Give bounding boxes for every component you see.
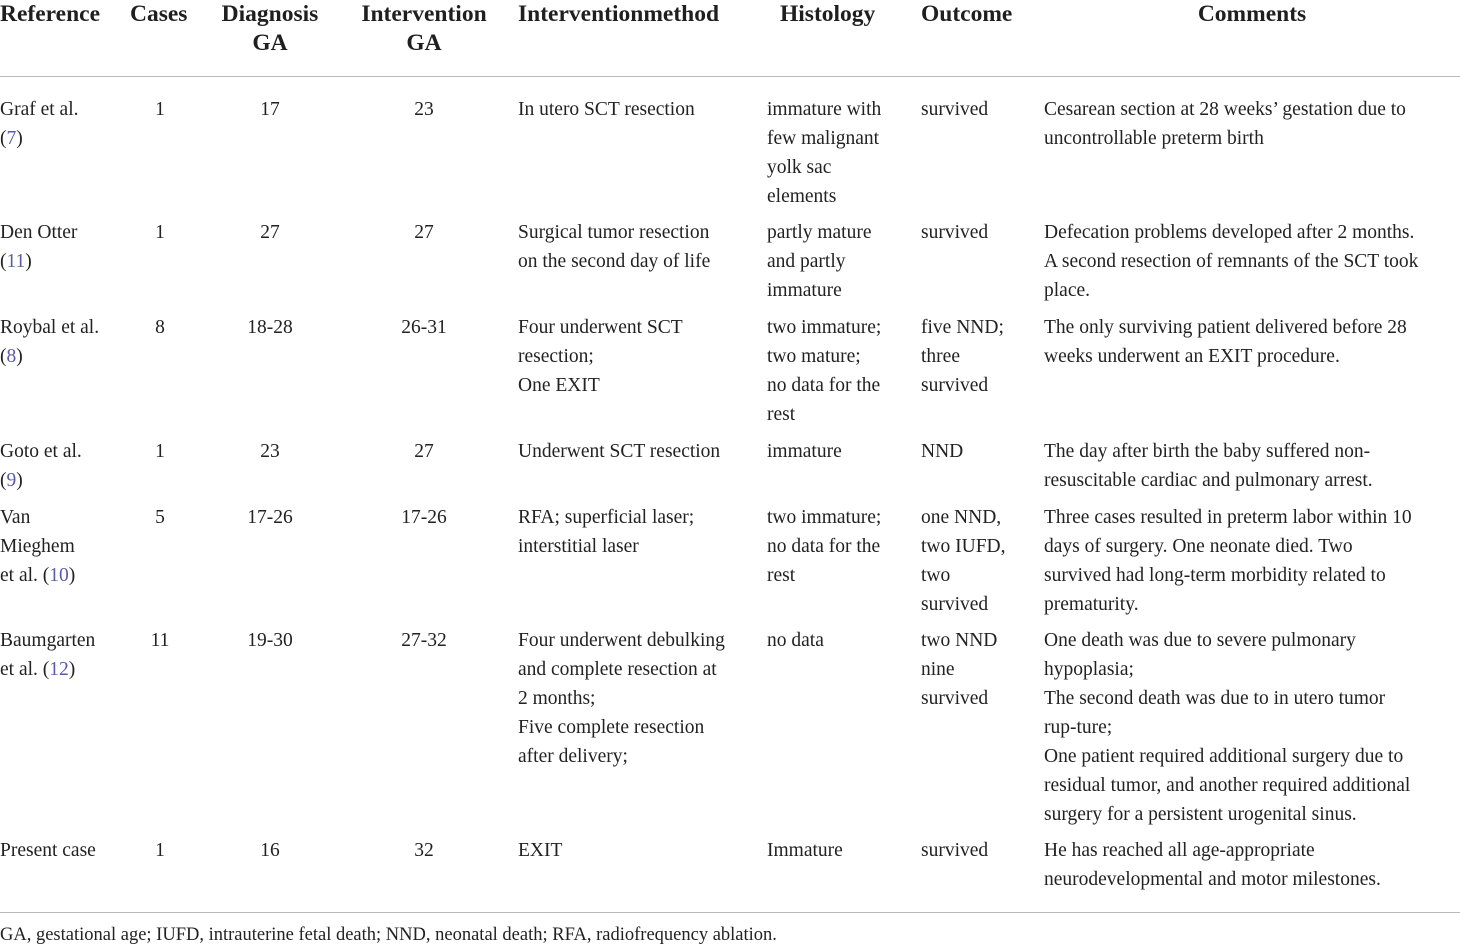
cell-method [518, 437, 763, 466]
cell-line: place. [1044, 280, 1091, 301]
cell-cases: 1 [155, 840, 165, 861]
cell-line: two immature; [767, 507, 882, 528]
cell-cases: 8 [155, 317, 165, 338]
citation-line: et al. (10) [0, 565, 76, 586]
cell-reference [0, 626, 125, 684]
cell-line: In utero SCT resection [518, 99, 695, 120]
citation-link[interactable]: 7 [6, 128, 17, 149]
cell-line: immature [767, 280, 842, 301]
cell-diagnosis-ga: 17-26 [247, 507, 293, 528]
col-header-method: Interventionmethod [518, 1, 720, 27]
cell-line: survived [921, 375, 989, 396]
citation-line: (7) [0, 128, 23, 149]
cell-line: two [921, 565, 951, 586]
citation-link[interactable]: 12 [49, 659, 69, 680]
cell-outcome [921, 836, 1036, 865]
cell-method [518, 503, 763, 561]
cell-line: A second resection of remnants of the SCT took [1044, 251, 1419, 272]
cell-diagnosis-ga: 23 [260, 441, 280, 462]
col-header-intervention-ga [350, 0, 498, 58]
cell-intervention-ga: 27 [414, 222, 434, 243]
cell-line: Roybal et al. [0, 317, 100, 338]
cell-line: survived [921, 222, 989, 243]
footer-rule [0, 912, 1460, 913]
cell-outcome [921, 313, 1036, 400]
cell-line: 2 months; [518, 688, 596, 709]
cell-line: partly mature [767, 222, 872, 243]
cell-line: survived had long-term morbidity related to [1044, 565, 1386, 586]
col-header-outcome: Outcome [921, 1, 1013, 27]
cell-line: One EXIT [518, 375, 600, 396]
cell-diagnosis-ga: 17 [260, 99, 280, 120]
cell-line: Four underwent debulking [518, 630, 725, 651]
cell-histology [767, 313, 912, 429]
cell-line: resuscitable cardiac and pulmonary arrest. [1044, 470, 1373, 491]
cell-histology [767, 503, 912, 590]
cell-cases: 1 [155, 441, 165, 462]
cell-line: interstitial laser [518, 536, 639, 557]
cell-line: The second death was due to in utero tumor [1044, 688, 1386, 709]
col-header-diagnosis-ga-line2: GA [252, 30, 288, 56]
cell-line: survived [921, 594, 989, 615]
cell-line: Present case [0, 840, 96, 861]
citation-line: (9) [0, 470, 23, 491]
cell-line: no data [767, 630, 824, 651]
cell-line: The only surviving patient delivered before 28 [1044, 317, 1407, 338]
col-header-intervention-ga-line2: GA [406, 30, 442, 56]
col-header-histology: Histology [780, 1, 876, 27]
cell-comments [1044, 626, 1460, 829]
cell-line: Three cases resulted in preterm labor within 10 [1044, 507, 1412, 528]
cell-line: after delivery; [518, 746, 628, 767]
cell-intervention-ga: 27-32 [401, 630, 447, 651]
col-header-diagnosis-ga [210, 0, 330, 58]
citation-prefix: et al. [0, 565, 43, 586]
cell-cases: 11 [150, 630, 170, 651]
cell-line: survived [921, 688, 989, 709]
cell-comments [1044, 218, 1460, 305]
cell-reference [0, 836, 125, 865]
cell-line: and complete resection at [518, 659, 717, 680]
cell-line: elements [767, 186, 837, 207]
cell-histology [767, 437, 912, 466]
cell-reference [0, 218, 125, 276]
cell-line: days of surgery. One neonate died. Two [1044, 536, 1353, 557]
cell-outcome [921, 437, 1036, 466]
cell-diagnosis-ga: 18-28 [247, 317, 293, 338]
cell-cases: 1 [155, 99, 165, 120]
cell-line: RFA; superficial laser; [518, 507, 695, 528]
cell-line: Van [0, 507, 31, 528]
cell-histology [767, 626, 912, 655]
cell-diagnosis-ga: 27 [260, 222, 280, 243]
cell-line: Baumgarten [0, 630, 96, 651]
cell-line: rup-ture; [1044, 717, 1113, 738]
cell-reference [0, 95, 125, 153]
cell-line: resection; [518, 346, 594, 367]
cell-cases: 5 [155, 507, 165, 528]
cell-line: Den Otter [0, 222, 78, 243]
cell-method [518, 626, 763, 771]
citation-line: (11) [0, 251, 32, 272]
cell-line: weeks underwent an EXIT procedure. [1044, 346, 1340, 367]
cell-line: rest [767, 565, 796, 586]
cell-line: hypoplasia; [1044, 659, 1134, 680]
cell-line: survived [921, 840, 989, 861]
cell-histology [767, 836, 912, 865]
cell-method [518, 95, 763, 124]
cell-line: three [921, 346, 960, 367]
cell-line: Five complete resection [518, 717, 705, 738]
cell-line: He has reached all age-appropriate [1044, 840, 1315, 861]
cell-line: yolk sac [767, 157, 832, 178]
header-rule [0, 76, 1460, 77]
cell-method [518, 313, 763, 400]
cell-line: surgery for a persistent urogenital sinus. [1044, 804, 1357, 825]
cell-line: immature with [767, 99, 882, 120]
cell-outcome [921, 626, 1036, 713]
cell-cases: 1 [155, 222, 165, 243]
cell-outcome [921, 503, 1036, 619]
cell-intervention-ga: 27 [414, 441, 434, 462]
cell-outcome [921, 95, 1036, 124]
citation-link[interactable]: 11 [6, 251, 26, 272]
cell-method [518, 836, 763, 865]
cell-line: five NND; [921, 317, 1004, 338]
cell-histology [767, 218, 912, 305]
cell-line: NND [921, 441, 964, 462]
cell-line: The day after birth the baby suffered non- [1044, 441, 1371, 462]
table-footnote: GA, gestational age; IUFD, intrauterine fetal death; NND, neonatal death; RFA, radiofrequency ablation. [0, 925, 777, 945]
cell-comments [1044, 437, 1460, 495]
cell-intervention-ga: 32 [414, 840, 434, 861]
cell-line: EXIT [518, 840, 563, 861]
cell-line: two immature; [767, 317, 882, 338]
cell-line: One death was due to severe pulmonary [1044, 630, 1356, 651]
cell-reference [0, 313, 125, 371]
cell-diagnosis-ga: 16 [260, 840, 280, 861]
cell-method [518, 218, 763, 276]
cell-line: two mature; [767, 346, 861, 367]
cell-line: Mieghem [0, 536, 75, 557]
citation-prefix: et al. [0, 659, 43, 680]
cell-line: Graf et al. [0, 99, 79, 120]
cell-line: on the second day of life [518, 251, 711, 272]
cell-reference [0, 437, 125, 495]
cell-outcome [921, 218, 1036, 247]
citation-link[interactable]: 9 [6, 470, 17, 491]
cell-line: One patient required additional surgery due to [1044, 746, 1404, 767]
col-header-diagnosis-ga-line1: Diagnosis [221, 1, 319, 27]
cell-line: Cesarean section at 28 weeks’ gestation due to [1044, 99, 1406, 120]
col-header-reference: Reference [0, 1, 101, 27]
cell-line: immature [767, 441, 842, 462]
cell-intervention-ga: 26-31 [401, 317, 447, 338]
citation-line: et al. (12) [0, 659, 76, 680]
cell-line: one NND, [921, 507, 1002, 528]
cell-diagnosis-ga: 19-30 [247, 630, 293, 651]
cell-comments [1044, 503, 1460, 619]
cell-reference [0, 503, 125, 590]
cell-line: two IUFD, [921, 536, 1006, 557]
cell-intervention-ga: 17-26 [401, 507, 447, 528]
col-header-intervention-ga-line1: Intervention [361, 1, 487, 27]
cell-line: no data for the [767, 375, 881, 396]
cell-line: survived [921, 99, 989, 120]
cell-histology [767, 95, 912, 211]
col-header-comments: Comments [1197, 1, 1307, 27]
cell-line: two NND [921, 630, 998, 651]
cell-intervention-ga: 23 [414, 99, 434, 120]
cell-line: Underwent SCT resection [518, 441, 721, 462]
cell-line: rest [767, 404, 796, 425]
cell-line: and partly [767, 251, 846, 272]
citation-link[interactable]: 10 [49, 565, 69, 586]
cell-line: uncontrollable preterm birth [1044, 128, 1264, 149]
cell-line: Defecation problems developed after 2 months. [1044, 222, 1415, 243]
cell-line: no data for the [767, 536, 881, 557]
cell-comments [1044, 95, 1460, 153]
cell-line: nine [921, 659, 955, 680]
citation-line: (8) [0, 346, 23, 367]
cell-line: Goto et al. [0, 441, 82, 462]
cell-comments [1044, 836, 1460, 894]
cell-line: Immature [767, 840, 843, 861]
citation-link[interactable]: 8 [6, 346, 17, 367]
col-header-cases: Cases [130, 1, 188, 27]
cell-line: residual tumor, and another required additional [1044, 775, 1411, 796]
cell-line: Surgical tumor resection [518, 222, 710, 243]
cell-line: prematurity. [1044, 594, 1139, 615]
cell-comments [1044, 313, 1460, 371]
cell-line: neurodevelopmental and motor milestones. [1044, 869, 1381, 890]
cell-line: few malignant [767, 128, 880, 149]
cell-line: Four underwent SCT [518, 317, 683, 338]
